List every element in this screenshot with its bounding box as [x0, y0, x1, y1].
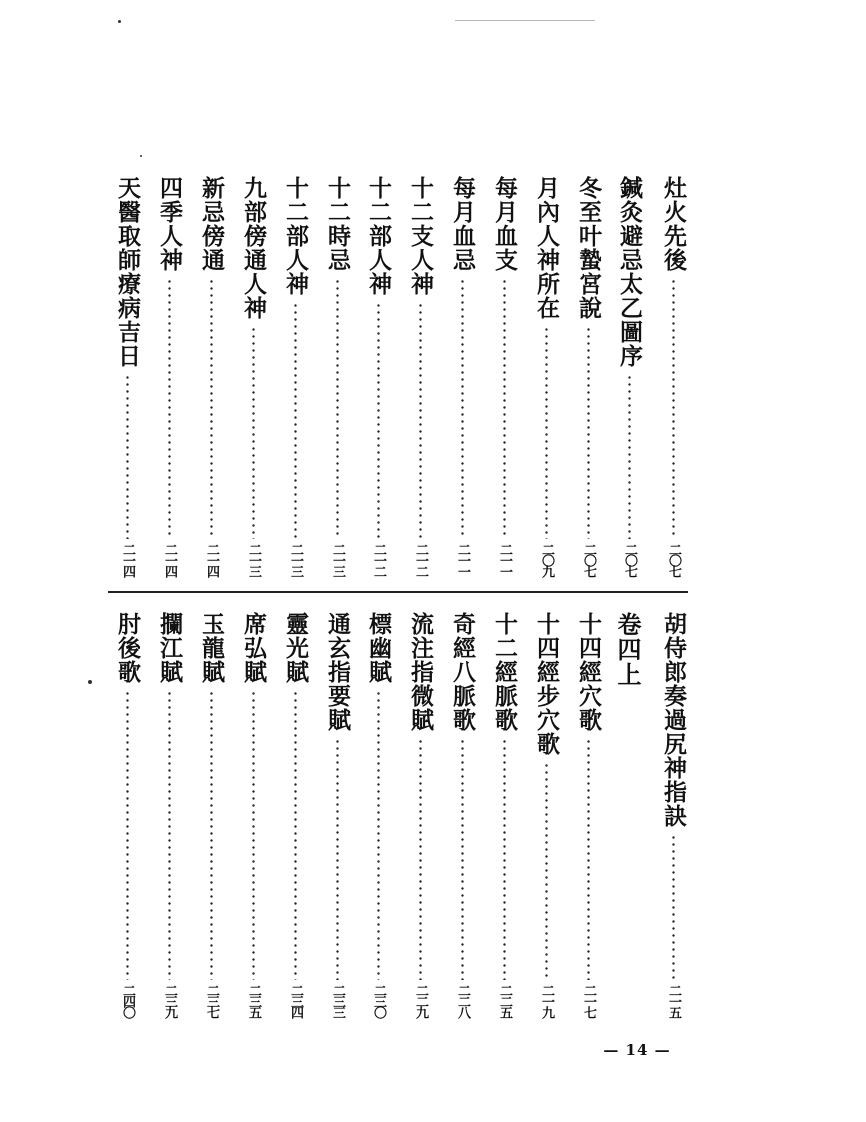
toc-entry: [363, 176, 393, 576]
entry-page: 二三五: [246, 984, 261, 1017]
entry-title: 鍼灸避忌太乙圖序: [616, 176, 643, 368]
toc-entry: [154, 176, 184, 576]
toc-entry: [322, 176, 352, 576]
entry-page: 二三九: [162, 984, 177, 1017]
entry-title: 每月血忌: [449, 176, 476, 272]
entry-page: 二一二: [371, 543, 386, 576]
entry-title: 天醫取師療病吉日: [114, 176, 141, 368]
dot-leader: [252, 690, 255, 980]
entry-page: 二一七: [581, 984, 596, 1017]
entry-title: 通玄指要賦: [324, 612, 351, 732]
toc-entry: [238, 612, 268, 1017]
entry-title: 十二時忌: [324, 176, 351, 272]
toc-entry: [196, 612, 226, 1017]
section-divider: [108, 591, 688, 593]
entry-page: 二三〇: [371, 984, 386, 1017]
toc-entry: [196, 176, 226, 576]
entry-page: 二一三: [288, 543, 303, 576]
entry-page: 二一一: [497, 543, 512, 576]
entry-title: 冬至叶蟄宮說: [575, 176, 602, 320]
entry-page: 二一三: [246, 543, 261, 576]
scan-speck: [88, 680, 92, 684]
dot-leader: [294, 690, 297, 980]
toc-entry: [658, 176, 688, 576]
dot-leader: [419, 738, 422, 980]
dot-leader: [336, 278, 339, 539]
dot-leader: [210, 690, 213, 980]
entry-title: 標幽賦: [365, 612, 392, 684]
dot-leader: [672, 834, 675, 980]
dot-leader: [461, 278, 464, 539]
entry-page: 二四〇: [120, 984, 135, 1017]
dot-leader: [672, 278, 675, 539]
toc-entry: [363, 612, 393, 1017]
dot-leader: [628, 374, 631, 539]
entry-page: 二三三: [330, 984, 345, 1017]
toc-entry: [531, 176, 561, 576]
toc-entry: [322, 612, 352, 1017]
dot-leader: [545, 762, 548, 980]
entry-title: 灶火先後: [660, 176, 687, 272]
entry-title: 靈光賦: [282, 612, 309, 684]
dot-leader: [168, 690, 171, 980]
scan-speck: [118, 20, 121, 23]
entry-page: 二〇七: [622, 543, 637, 576]
toc-entry: [447, 176, 477, 576]
entry-page: 二二五: [497, 984, 512, 1017]
dot-leader: [461, 738, 464, 980]
toc-entry: [112, 612, 142, 1017]
entry-title: 玉龍賦: [198, 612, 225, 684]
entry-page: 二〇七: [666, 543, 681, 576]
toc-entry: [447, 612, 477, 1017]
dot-leader: [210, 278, 213, 539]
dot-leader: [419, 302, 422, 539]
toc-entry: [280, 612, 310, 1017]
toc-entry: [573, 612, 603, 1017]
entry-page: 二一九: [539, 984, 554, 1017]
entry-title: 十四經步穴歌: [533, 612, 560, 756]
entry-title: 奇經八脈歌: [449, 612, 476, 732]
toc-entry: [112, 176, 142, 576]
dot-leader: [377, 690, 380, 980]
dot-leader: [126, 690, 129, 980]
dot-leader: [503, 278, 506, 539]
dot-leader: [126, 374, 129, 539]
volume-heading: [612, 612, 642, 1017]
dot-leader: [503, 738, 506, 980]
entry-title: 攔江賦: [156, 612, 183, 684]
toc-entry: [154, 612, 184, 1017]
toc-entry: [489, 176, 519, 576]
entry-title: 九部傍通人神: [240, 176, 267, 320]
entry-page: 二一三: [330, 543, 345, 576]
toc-entry: [531, 612, 561, 1017]
entry-title: 每月血支: [491, 176, 518, 272]
entry-page: 二〇七: [581, 543, 596, 576]
entry-title: 十二部人神: [365, 176, 392, 296]
entry-page: 二一四: [162, 543, 177, 576]
dot-leader: [168, 278, 171, 539]
entry-title: 十四經穴歌: [575, 612, 602, 732]
entry-page: 二一五: [666, 984, 681, 1017]
scan-artifact: [455, 20, 595, 21]
toc-entry: [238, 176, 268, 576]
entry-title: 十二經脈歌: [491, 612, 518, 732]
dot-leader: [294, 302, 297, 539]
entry-title: 四季人神: [156, 176, 183, 272]
entry-page: 二〇九: [539, 543, 554, 576]
entry-page: 二一四: [204, 543, 219, 576]
toc-entry: [280, 176, 310, 576]
dot-leader: [545, 326, 548, 539]
entry-page: 二二九: [413, 984, 428, 1017]
dot-leader: [377, 302, 380, 539]
toc-entry: [405, 612, 435, 1017]
entry-title: 十二部人神: [282, 176, 309, 296]
dot-leader: [252, 326, 255, 539]
toc-entry: [489, 612, 519, 1017]
entry-page: 二三四: [288, 984, 303, 1017]
entry-page: 二一一: [455, 543, 470, 576]
volume-title: 卷四上: [613, 612, 642, 687]
dot-leader: [587, 326, 590, 539]
entry-title: 十二支人神: [407, 176, 434, 296]
toc-entry: [614, 176, 644, 576]
dot-leader: [587, 738, 590, 980]
entry-page: 二二八: [455, 984, 470, 1017]
entry-title: 新忌傍通: [198, 176, 225, 272]
toc-entry: [573, 176, 603, 576]
entry-title: 流注指微賦: [407, 612, 434, 732]
dot-leader: [336, 738, 339, 980]
scan-speck: [140, 155, 142, 157]
entry-page: 二一四: [120, 543, 135, 576]
page-number: — 14 —: [603, 1041, 671, 1059]
entry-title: 肘後歌: [114, 612, 141, 684]
entry-page: 二一二: [413, 543, 428, 576]
entry-page: 二三七: [204, 984, 219, 1017]
entry-title: 席弘賦: [240, 612, 267, 684]
toc-entry: [405, 176, 435, 576]
entry-title: 胡侍郎奏過尻神指訣: [660, 612, 687, 828]
toc-entry: [658, 612, 688, 1017]
entry-title: 月內人神所在: [533, 176, 560, 320]
